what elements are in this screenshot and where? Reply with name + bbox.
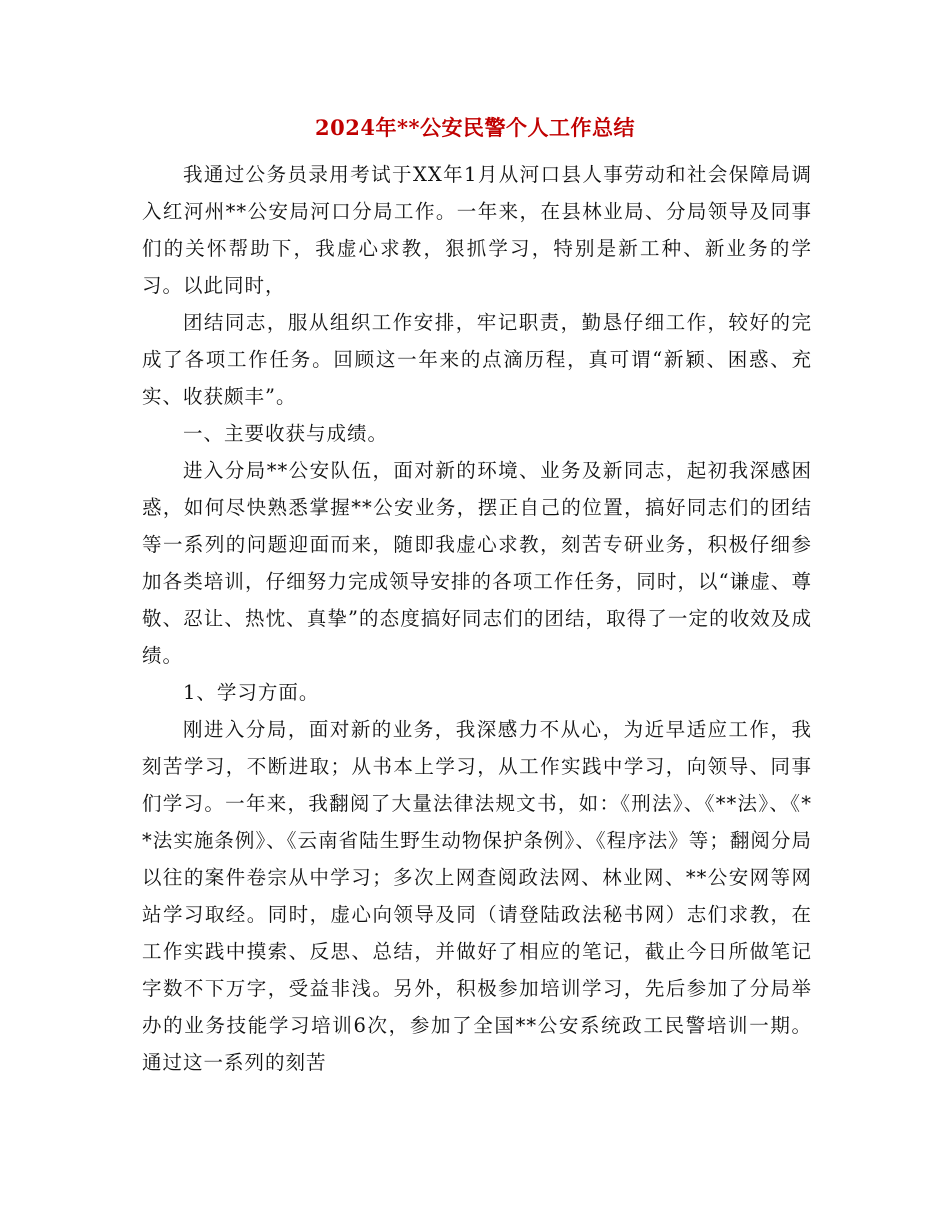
- paragraph-unity: 团结同志，服从组织工作安排，牢记职责，勤恳仔细工作，较好的完成了各项工作任务。回顾这一年来的点滴历程，真可谓“新颖、困惑、充实、收获颇丰”。: [142, 311, 812, 408]
- paragraph-intro: 我通过公务员录用考试于XX年1月从河口县人事劳动和社会保障局调入红河州**公安局河口分局工作。一年来，在县林业局、分局领导及同事们的关怀帮助下，我虚心求教，狠抓学习，特别是新工种、新业务的学习。以此同时，: [142, 163, 812, 297]
- paragraph-joining: 进入分局**公安队伍，面对新的环境、业务及新同志，起初我深感困惑，如何尽快熟悉掌握**公安业务，摆正自己的位置，搞好同志们的团结等一系列的问题迎面而来，随即我虚心求教，刻苦专研业务，积极仔细参加各类培训，仔细努力完成领导安排的各项工作任务，同时，以“谦虚、尊敬、忍让、热忱、真挚”的态度搞好同志们的团结，取得了一定的收效及成绩。: [142, 459, 812, 667]
- document-title: 2024年**公安民警个人工作总结: [315, 115, 635, 140]
- section-heading-achievements: 一、主要收获与成绩。: [182, 422, 388, 445]
- paragraph-study: 刚进入分局，面对新的业务，我深感力不从心，为近早适应工作，我刻苦学习，不断进取；从书本上学习，从工作实践中学习，向领导、同事们学习。一年来，我翻阅了大量法律法规文书，如：《刑法》、《**法》、《**法实施条例》、《云南省陆生野生动物保护条例》、《程序法》等；翻阅分局以往的案件卷宗从中学习；多次上网查阅政法网、林业网、**公安网等网站学习取经。同时，虚心向领导及同（请登陆政法秘书网）志们求教，在工作实践中摸索、反思、总结，并做好了相应的笔记，截止今日所做笔记字数不下万字，受益非浅。另外，积极参加培训学习，先后参加了分局举办的业务技能学习培训6次，参加了全国**公安系统政工民警培训一期。通过这一系列的刻苦: [142, 718, 812, 1074]
- document-body: [142, 156, 812, 1081]
- subsection-heading-study: 1、学习方面。: [182, 681, 320, 704]
